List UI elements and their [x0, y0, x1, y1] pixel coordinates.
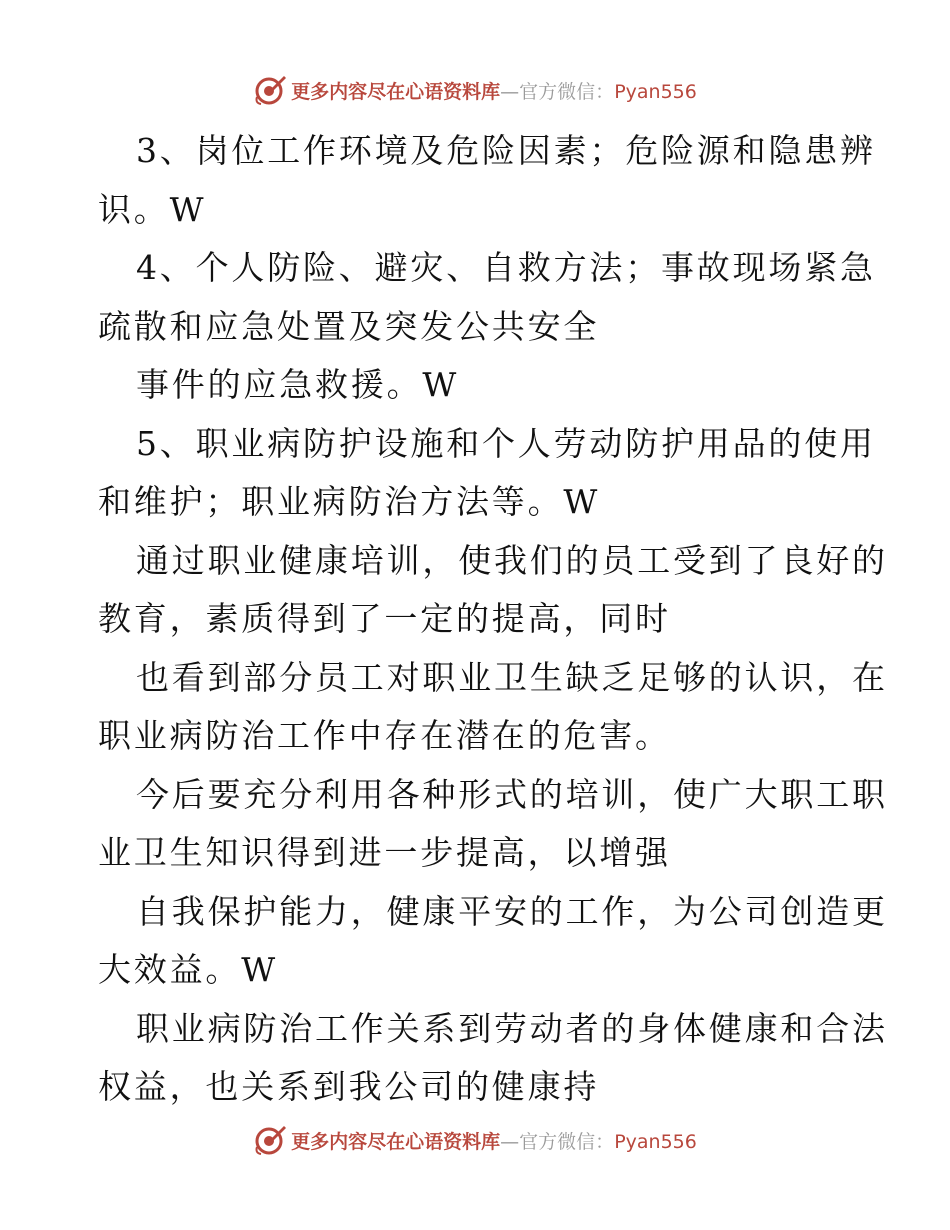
body-line: 和维护；职业病防治方法等。W	[98, 482, 601, 521]
body-line: 通过职业健康培训，使我们的员工受到了良好的	[136, 540, 888, 580]
body-line: 自我保护能力，健康平安的工作，为公司创造更	[136, 891, 888, 931]
body-line: 职业病防治工作中存在潜在的危害。	[98, 716, 671, 755]
body-line: 业卫生知识得到进一步提高，以增强	[98, 833, 671, 872]
body-line: 事件的应急救援。W	[136, 365, 460, 404]
body-line: 今后要充分利用各种形式的培训，使广大职工职	[136, 774, 888, 814]
header-site-text: 更多内容尽在心语资料库	[291, 80, 501, 103]
body-line: 大效益。W	[98, 950, 278, 989]
body-line: 权益，也关系到我公司的健康持	[98, 1067, 600, 1106]
header-dash: —	[500, 80, 520, 103]
footer-banner-text	[291, 1127, 697, 1154]
body-line: 教育，素质得到了一定的提高，同时	[98, 599, 671, 638]
footer-dash: —	[500, 1130, 520, 1153]
body-line: 职业病防治工作关系到劳动者的身体健康和合法	[136, 1008, 888, 1048]
header-wechat-id: Pyan556	[614, 80, 697, 103]
body-line: 识。W	[98, 189, 207, 229]
pen-logo-icon	[253, 73, 287, 107]
body-line: 3、岗位工作环境及危险因素；危险源和隐患辨	[136, 131, 876, 170]
body-line: 5、职业病防护设施和个人劳动防护用品的使用	[136, 423, 876, 463]
header-wechat-label: 官方微信：	[519, 80, 615, 103]
footer-banner	[0, 1120, 950, 1160]
header-banner	[0, 70, 950, 110]
pen-logo-icon	[253, 1123, 287, 1157]
body-line: 疏散和应急处置及突发公共安全	[98, 306, 600, 346]
header-banner-text	[291, 77, 697, 104]
document-body	[98, 122, 888, 1117]
body-line: 4、个人防险、避灾、自救方法；事故现场紧急	[136, 248, 876, 287]
body-line: 也看到部分员工对职业卫生缺乏足够的认识，在	[136, 657, 888, 697]
footer-site-text: 更多内容尽在心语资料库	[291, 1130, 501, 1153]
footer-wechat-id: Pyan556	[614, 1130, 697, 1153]
footer-wechat-label: 官方微信：	[519, 1130, 615, 1153]
